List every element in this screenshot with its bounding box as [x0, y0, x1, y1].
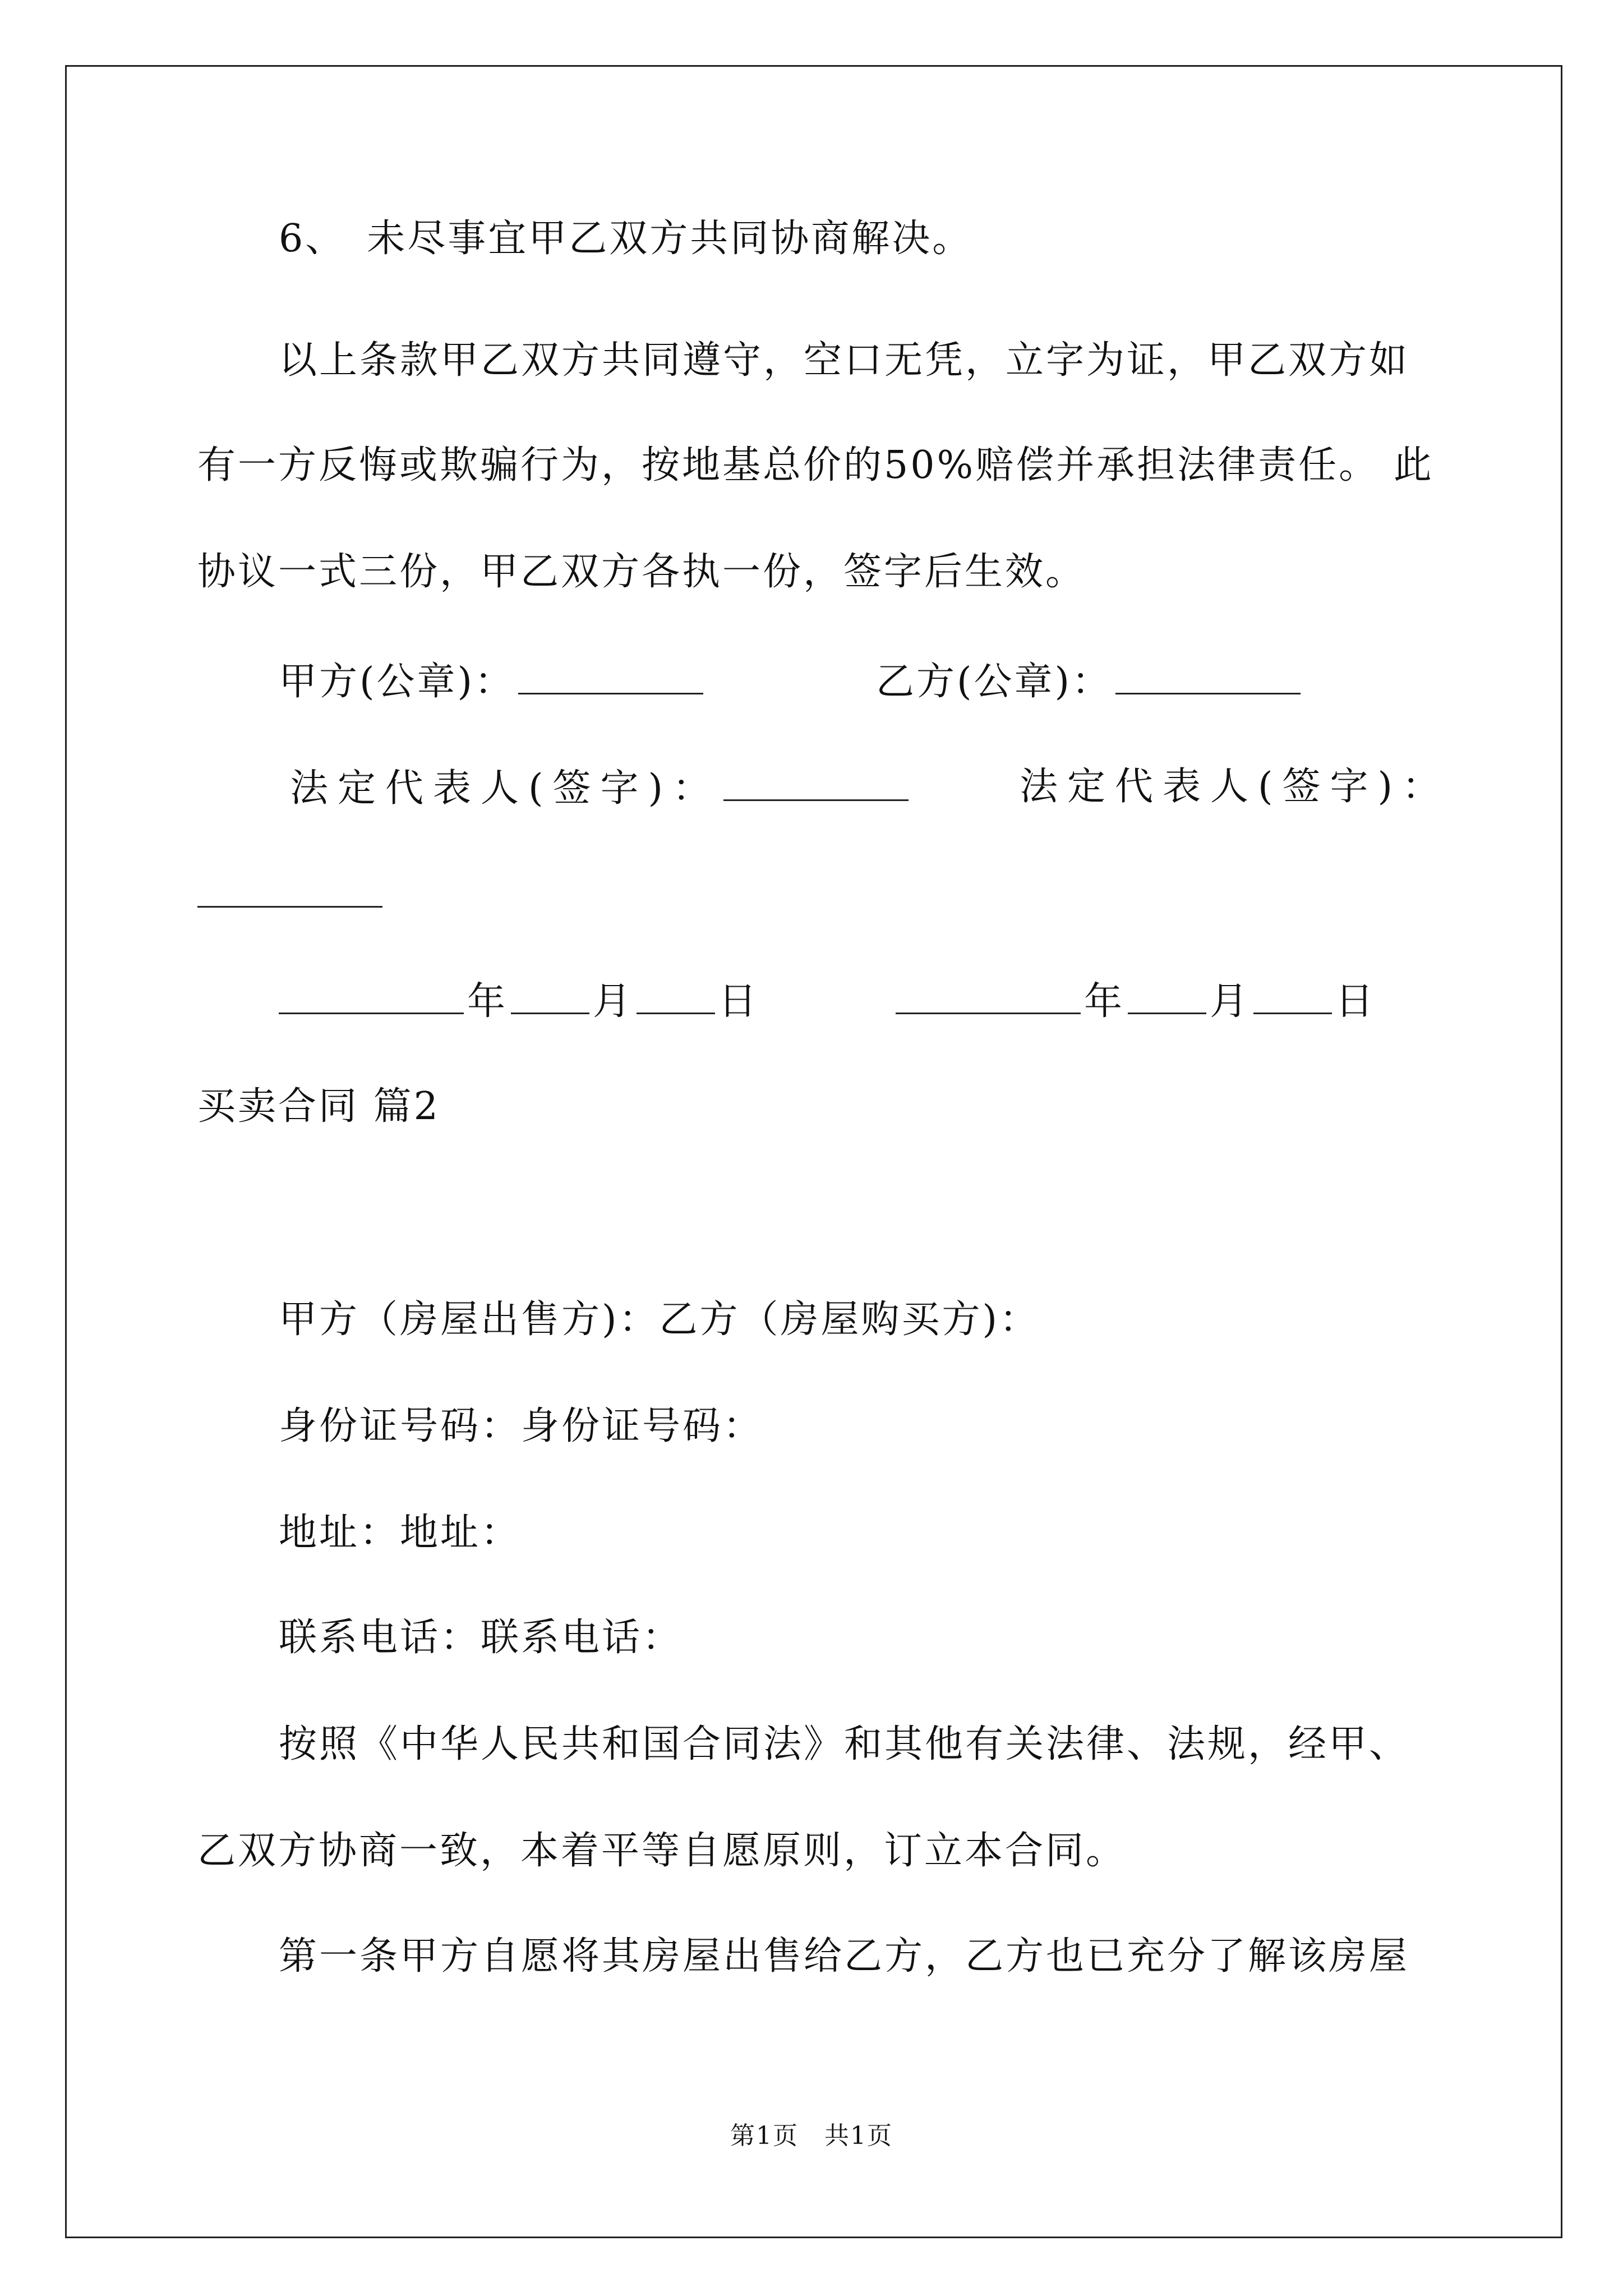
- addresses-line: 地址：地址：: [279, 1511, 522, 1555]
- rep-a-signature-line: [290, 760, 912, 816]
- agreement-paragraph-line-3: 协议一式三份，甲乙双方各执一份，签字后生效。: [197, 550, 1086, 594]
- party-b-seal-line: [876, 654, 1304, 709]
- agreement-paragraph-line-1: 以上条款甲乙双方共同遵守，空口无凭，立字为证，甲乙双方如: [279, 338, 1410, 383]
- party-a-seal-line: [279, 654, 707, 709]
- date-b-year-blank[interactable]: [896, 973, 1081, 1014]
- rep-b-signature-label: 法定代表人(签字)：: [1020, 765, 1450, 809]
- date-a-year-label: 年: [467, 979, 508, 1024]
- rep-a-signature-label: 法定代表人(签字)：: [290, 766, 721, 811]
- rep-a-signature-blank[interactable]: [723, 760, 909, 801]
- date-b-month-label: 月: [1210, 979, 1251, 1024]
- date-b-day-label: 日: [1335, 979, 1376, 1024]
- id-numbers-line: 身份证号码：身份证号码：: [279, 1404, 764, 1448]
- parties-line: 甲方（房屋出售方)：乙方（房屋购买方)：: [279, 1297, 1040, 1342]
- date-a-year-blank[interactable]: [279, 973, 464, 1014]
- party-b-seal-label: 乙方(公章)：: [876, 660, 1113, 704]
- date-a-day-blank[interactable]: [637, 973, 715, 1014]
- date-b-year-label: 年: [1084, 979, 1125, 1024]
- date-a-day-label: 日: [718, 979, 759, 1024]
- page-border: [65, 65, 1562, 2238]
- date-a-month-blank[interactable]: [511, 973, 589, 1014]
- basis-paragraph-line-1: 按照《中华人民共和国合同法》和其他有关法律、法规，经甲、: [279, 1722, 1410, 1766]
- date-b-day-blank[interactable]: [1253, 973, 1332, 1014]
- party-a-seal-blank[interactable]: [518, 654, 703, 694]
- party-b-seal-blank[interactable]: [1115, 654, 1301, 694]
- agreement-paragraph-line-2: 有一方反悔或欺骗行为，按地基总价的50%赔偿并承担法律责任。 此: [197, 443, 1434, 487]
- date-b-line: [896, 973, 1376, 1029]
- section-2-heading: 买卖合同 篇2: [197, 1084, 440, 1129]
- date-a-line: [279, 973, 759, 1029]
- rep-b-signature-line: [197, 867, 386, 922]
- party-a-seal-label: 甲方(公章)：: [279, 660, 515, 704]
- date-a-month-label: 月: [593, 979, 634, 1024]
- phones-line: 联系电话：联系电话：: [279, 1616, 683, 1660]
- rep-b-signature-blank[interactable]: [197, 867, 382, 908]
- article-1-line-1: 第一条甲方自愿将其房屋出售给乙方，乙方也已充分了解该房屋: [279, 1934, 1410, 1978]
- clause-6: 6、 未尽事宜甲乙双方共同协商解决。: [279, 217, 973, 261]
- page-footer: 第1页 共1页: [730, 2122, 893, 2150]
- date-b-month-blank[interactable]: [1128, 973, 1206, 1014]
- basis-paragraph-line-2: 乙双方协商一致，本着平等自愿原则，订立本合同。: [197, 1829, 1127, 1873]
